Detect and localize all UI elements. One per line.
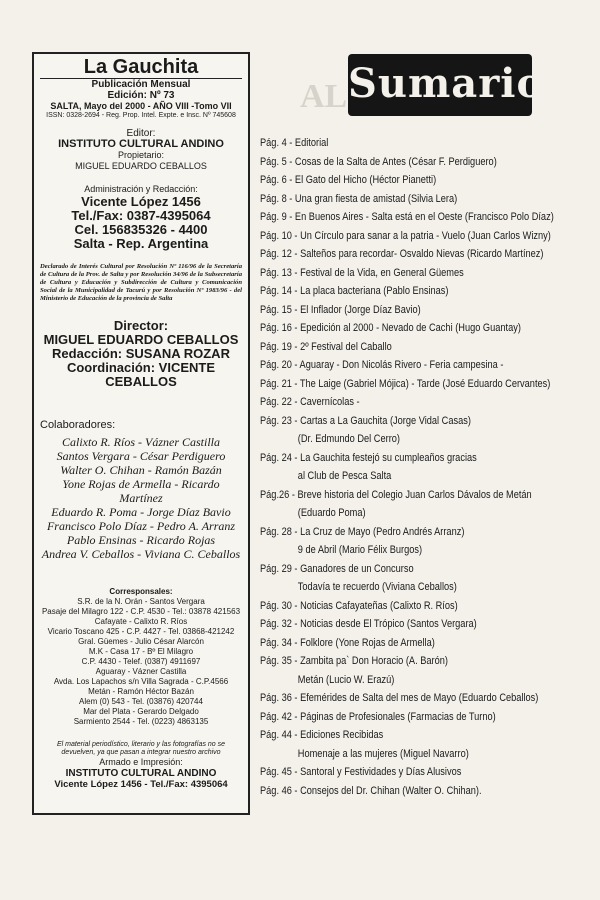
correspondent-line: M.K - Casa 17 - Bº El Milagro (88, 647, 194, 656)
toc-entry: Pág. 4 - Editorial (260, 137, 329, 149)
toc-entry-continuation: (Eduardo Poma) (297, 507, 366, 519)
toc-entry: Pág. 10 - Un Círculo para sanar a la patria - Vuelo (Juan Carlos Wizny) (260, 229, 551, 242)
collaborator-line: Yone Rojas de Armella - Ricardo (62, 477, 220, 491)
address-line: Salta - Rep. Argentina (73, 236, 209, 251)
show-through-text: AL (300, 78, 348, 115)
sumario-title: Sumario (348, 54, 532, 116)
staff-line: Redacción: SUSANA ROZAR (52, 346, 230, 361)
masthead-title: La Gauchita (40, 56, 242, 79)
editor-label: Editor: (126, 128, 156, 139)
correspondent-line: Pasaje del Milagro 122 - C.P. 4530 - Tel.: 03878 421563 (41, 607, 241, 616)
correspondent-line: Avda. Los Lapachos s/n Villa Sagrada - C.P.4566 (53, 677, 229, 686)
toc-entry: Pág. 16 - Epedición al 2000 - Nevado de Cachi (Hugo Guantay) (260, 322, 521, 334)
toc-entry: Pág. 20 - Aguaray - Don Nicolás Rivero - Feria campesina - (260, 359, 504, 371)
correspondent-line: Metán - Ramón Héctor Bazán (88, 687, 194, 696)
staff-line: Director: (113, 318, 169, 333)
toc-entry: Pág. 19 - 2º Festival del Caballo (260, 340, 392, 353)
toc-entry: Pág. 32 - Noticias desde El Trópico (Santos Vergara) (260, 618, 477, 630)
toc-entry: Pág. 15 - El Inflador (Jorge Díaz Bavio) (260, 303, 421, 316)
staff-line: Coordinación: VICENTE CEBALLOS (66, 360, 216, 389)
toc-entry: Pág. 13 - Festival de la Vida, en General Güemes (260, 266, 464, 279)
toc-entry-continuation: al Club de Pesca Salta (297, 470, 392, 482)
address-line: Tel./Fax: 0387-4395064 (71, 208, 211, 223)
toc-entry: Pág. 24 - La Gauchita festejó su cumpleaños gracias (260, 451, 477, 464)
toc-entry: Pág. 22 - Cavernícolas - (260, 396, 360, 408)
collaborator-line: Andrea V. Ceballos - Viviana C. Ceballos (41, 547, 241, 561)
collaborator-line: Francisco Polo Díaz - Pedro A. Arranz (46, 519, 236, 533)
correspondent-line: Gral. Güemes - Julio César Alarcón (78, 637, 204, 646)
collaborator-line: Santos Vergara - César Perdiguero (56, 449, 226, 463)
toc-entry-continuation: Todavía te recuerdo (Viviana Ceballos) (297, 581, 457, 593)
toc-entry: Pág.26 - Breve historia del Colegio Juan Carlos Dávalos de Metán (260, 488, 532, 501)
masthead-issn: ISSN: 0328-2694 - Reg. Prop. Intel. Expte. e Insc. Nº 745608 (46, 112, 236, 119)
printer-name: INSTITUTO CULTURAL ANDINO (65, 768, 217, 779)
collaborator-line: Walter O. Chihan - Ramón Bazán (60, 463, 222, 477)
toc-entry: Pág. 44 - Ediciones Recibidas (260, 729, 384, 741)
toc-entry: Pág. 28 - La Cruz de Mayo (Pedro Andrés Arranz) (260, 525, 465, 538)
correspondent-line: S.R. de la N. Orán - Santos Vergara (77, 597, 205, 606)
toc-entry: Pág. 35 - Zambita pa` Don Horacio (A. Barón) (260, 655, 448, 667)
toc-entry: Pág. 34 - Folklore (Yone Rojas de Armella) (260, 636, 435, 649)
toc-entry: Pág. 42 - Páginas de Profesionales (Farmacias de Turno) (260, 710, 496, 723)
print-label: Armado e Impresión: (99, 757, 183, 767)
collaborator-line: Pablo Ensinas - Ricardo Rojas (66, 533, 216, 547)
toc-entry: Pág. 21 - The Laige (Gabriel Mójica) - Tarde (José Eduardo Cervantes) (260, 377, 551, 390)
toc-entry: Pág. 6 - El Gato del Hicho (Héctor Pianetti) (260, 174, 437, 186)
owner-label: Propietario: (117, 150, 165, 160)
toc-entry: Pág. 29 - Ganadores de un Concurso (260, 562, 414, 575)
toc-entry-continuation: (Dr. Edmundo Del Cerro) (297, 433, 400, 445)
toc-entry: Pág. 36 - Efemérides de Salta del mes de Mayo (Eduardo Ceballos) (260, 692, 539, 704)
toc-entry: Pág. 5 - Cosas de la Salta de Antes (César F. Perdiguero) (260, 155, 497, 168)
masthead-date: SALTA, Mayo del 2000 - AÑO VIII -Tomo VII (50, 101, 232, 111)
masthead-edition: Edición: Nº 73 (107, 90, 175, 101)
printer-address: Vicente López 1456 - Tel./Fax: 4395064 (54, 779, 228, 790)
correspondent-line: Sarmiento 2544 - Tel. (0223) 4863135 (73, 717, 209, 726)
correspondent-line: Corresponsales: (109, 587, 173, 596)
address-line: Cel. 156835326 - 4400 (74, 222, 208, 237)
toc-entry: Pág. 23 - Cartas a La Gauchita (Jorge Vidal Casas) (260, 414, 471, 427)
collaborators-label: Colaboradores: (40, 419, 116, 431)
toc-entry: Pág. 8 - Una gran fiesta de amistad (Silvia Lera) (260, 192, 458, 205)
owner-name: MIGUEL EDUARDO CEBALLOS (75, 161, 207, 171)
correspondent-line: C.P. 4430 - Telef. (0387) 4911697 (81, 657, 201, 666)
toc-entry: Pág. 30 - Noticias Cafayateñas (Calixto R. Ríos) (260, 599, 458, 612)
correspondent-line: Aguaray - Vázner Castilla (95, 667, 187, 676)
masthead-box (32, 52, 250, 815)
editor-name: INSTITUTO CULTURAL ANDINO (58, 138, 224, 150)
toc-entry: Pág. 45 - Santoral y Festividades y Días Alusivos (260, 766, 462, 778)
toc-entry: Pág. 9 - En Buenos Aires - Salta está en el Oeste (Francisco Polo Díaz) (260, 211, 554, 223)
collaborator-line: Martínez (119, 491, 163, 505)
address-line: Vicente López 1456 (81, 194, 201, 209)
correspondent-line: Cafayate - Calixto R. Ríos (94, 617, 188, 626)
correspondent-line: Mar del Plata - Gerardo Delgado (83, 707, 199, 716)
disclaimer-text: El material periodístico, literario y las fotografías no se devuelven, ya que pasan a integrar nuestro archivo (56, 741, 226, 756)
admin-label: Administración y Redacción: (84, 184, 198, 194)
toc-entry: Pág. 14 - La placa bacteriana (Pablo Ensinas) (260, 285, 449, 297)
declaration-text: Declarado de Interés Cultural por Resolución Nº 116/96 de la Secretaría de Cultura de la Prov. de Salta y por Resolución 34/96 de la Subsecretaría de Cultura y Educación y Subdirección de Cultura y Comunicación Social de la Municipalidad de Tacurú y por Resolución Nº 1983/96 - del Ministerio de Educación de la provincia de Salta (40, 263, 242, 302)
toc-entry-continuation: Homenaje a las mujeres (Miguel Navarro) (297, 747, 469, 760)
toc-entry: Pág. 46 - Consejos del Dr. Chihan (Walter O. Chihan). (260, 784, 482, 797)
collaborator-line: Calixto R. Ríos - Vázner Castilla (62, 435, 220, 449)
toc-entry: Pág. 12 - Salteños para recordar- Osvaldo Nievas (Ricardo Martínez) (260, 248, 544, 260)
table-of-contents (260, 137, 590, 803)
toc-entry-continuation: Metán (Lucio W. Erazú) (297, 673, 395, 686)
correspondent-line: Vicario Toscano 425 - C.P. 4427 - Tel. 03868-421242 (47, 627, 235, 636)
staff-line: MIGUEL EDUARDO CEBALLOS (43, 332, 239, 347)
toc-entry-continuation: 9 de Abril (Mario Félix Burgos) (297, 544, 423, 556)
collaborator-line: Eduardo R. Poma - Jorge Díaz Bavio (51, 505, 231, 519)
correspondent-line: Alem (0) 543 - Tel. (03876) 420744 (79, 697, 203, 706)
masthead-subtitle: Publicación Mensual (91, 79, 191, 90)
